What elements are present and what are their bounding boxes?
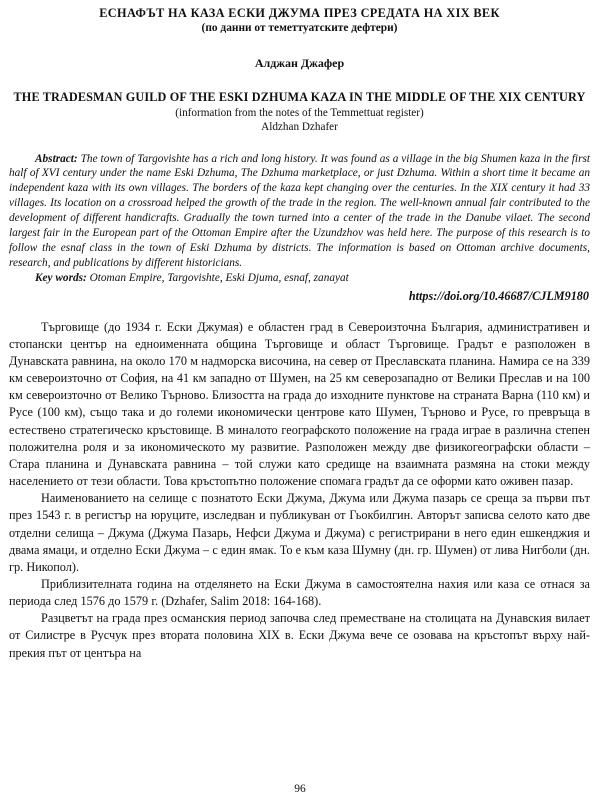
doi-link[interactable]: https://doi.org/10.46687/CJLM9180	[408, 288, 589, 303]
keywords-label: Key words:	[35, 271, 87, 284]
keywords-paragraph	[9, 271, 590, 286]
body-paragraph: Приблизителната година на отделянето на Ески Джума в самостоятелна нахия или каза се отнася за периода след 1576 до 1579 г. (Dzhafer, Salim 2018: 164-168).	[9, 577, 590, 609]
body-paragraph: Търговище (до 1934 г. Ески Джумая) е областен град в Североизточна България, административен и стопански център на едноименната община Търговище и област Търговище. Градът е разположен в Дунавската равнина, на около 170 м надморска височина, на север от Преславската планина. Намира се на 339 км североизточно от София, на 41 км западно от Шумен, на 25 км северозападно от Велики Преслав и на 100 км североизточно от Велико Търново. Близостта на града до изходните пунктове на страната Варна (110 км) и Русе (100 км), също така и до големи икономически центрове като Шумен, Търново и Русе, го превръща в естествено стратегическо кръстовище. В миналото географското положение на града играе в различна степен положителна роля и за икономическото му развитие. Разположен между две физикогеографски области – Стара планина и Дунавската равнина – той служи като средище на взаимната размяна на стоки между населението от тези области. Това кръстопътно положение спомага градът да се оформи като оживен пазар.	[9, 319, 590, 489]
page-title-bg: ЕСНАФЪТ НА КАЗА ЕСКИ ДЖУМА ПРЕЗ СРЕДАТА НА XIX ВЕК	[99, 6, 500, 20]
body-paragraph: Разцветът на града през османския период започва след преместване на столицата на Дунавския вилает от Силистре в Русчук през втората половина XIX в. Ески Джума вече се озовава на кръстопът върху най-прекия път от центъра на	[9, 611, 590, 660]
page-number: 96	[294, 783, 306, 795]
abstract-paragraph	[9, 135, 590, 271]
page-title-en: THE TRADESMAN GUILD OF THE ESKI DZHUMA KAZA IN THE MIDDLE OF THE XIX CENTURY	[13, 90, 586, 104]
abstract-label: Abstract:	[35, 152, 78, 165]
author-name-bg: Алджан Джафер	[254, 56, 345, 70]
body-paragraph: Наименованието на селище с познатото Ески Джума, Джума или Джума пазарь се среща за първи път през 1543 г. в регистър на юруците, изследван и публикуван от Гьокбилгин. Авторът записва селото като две отделни селища – Джума (Джума Пазарь, Нефси Джума и Джума) с регистрирани в него един ешкенджия и двама ямаци, и отделно Ески Джума – с един ямак. То е към каза Шумну (дн. гр. Шумен) от лива Нигболи (дн. гр. Никопол).	[9, 491, 590, 574]
page-subtitle-bg: (по данни от теметтуатските дефтери)	[201, 22, 398, 34]
page-subtitle-en: (information from the notes of the Temmettuat register)	[175, 106, 424, 119]
keywords-text: Otoman Empire, Targovishte, Eski Djuma, esnaf, zanayat	[86, 271, 349, 284]
body-text	[9, 304, 590, 662]
author-name-en: Aldzhan Dzhafer	[261, 121, 338, 133]
abstract-text: The town of Targovishte has a rich and long history. It was found as a village in the big Shumen kaza in the first half of XVI century under the name Eski Dzhuma, The Dzhuma marketplace, or just Dzhuma. Within a short time it became an independent kaza with its own villages. The borders of the kaza kept changing over the centuries. In the XIX century it had 33 villages. Its location on a crossroad helped the growth of the trade in the region. The well-known annual fair contributed to the development of different handicrafts. Gradually the town turned into a center of the trade in the Danube vilaet. The second largest fair in the European part of the Ottoman Empire after the Uzundzhov was held here. The purpose of this research is to follow the esnaf class in the town of Eski Dzhuma by districts. The information is based on Ottoman archive documents, research, and publications by different historicians.	[9, 152, 590, 269]
